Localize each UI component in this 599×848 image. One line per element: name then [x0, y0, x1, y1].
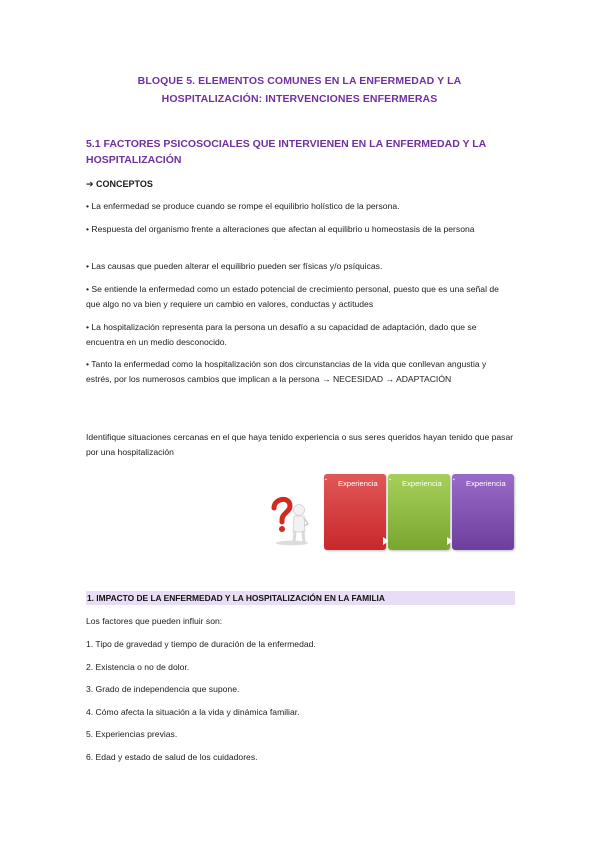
concepts-heading: ➔ CONCEPTOS — [86, 179, 153, 189]
experience-box-2 — [388, 474, 450, 550]
experience-box-label: Experiencia — [402, 479, 442, 488]
bullet-paragraph: • Las causas que pueden alterar el equilibrio pueden ser físicas y/o psíquicas. — [86, 261, 383, 271]
impact-list-item: 2. Existencia o no de dolor. — [86, 662, 190, 672]
question-mark-figure-illustration — [268, 494, 314, 546]
experience-box-label: Experiencia — [466, 479, 506, 488]
bullet-paragraph: • La enfermedad se produce cuando se rompe el equilibrio holístico de la persona. — [86, 201, 400, 211]
document-title-line-1: BLOQUE 5. ELEMENTOS COMUNES EN LA ENFERMEDAD Y LA — [137, 75, 462, 87]
box-marker-icon: ▪ — [453, 477, 455, 483]
box-marker-icon: ▪ — [389, 477, 391, 483]
experience-box-3 — [452, 474, 514, 550]
impact-intro: Los factores que pueden influir son: — [86, 616, 223, 626]
section-title-line-2: HOSPITALIZACIÓN — [86, 154, 182, 166]
section-title-line-1: 5.1 FACTORES PSICOSOCIALES QUE INTERVIENEN EN LA ENFERMEDAD Y LA — [86, 138, 487, 150]
impact-list-item: 6. Edad y estado de salud de los cuidadores. — [86, 752, 258, 762]
document-title — [100, 72, 499, 108]
box-marker-icon: ▪ — [325, 477, 327, 483]
impact-list-item: 4. Cómo afecta la situación a la vida y dinámica familiar. — [86, 707, 300, 717]
impact-list-item: 5. Experiencias previas. — [86, 729, 178, 739]
bullet-paragraph: • Se entiende la enfermedad como un estado potencial de crecimiento personal, puesto que es una señal de que algo no va bien y requiere un cambio en valores, conductas y actitudes — [86, 284, 499, 309]
impact-heading: 1. IMPACTO DE LA ENFERMEDAD Y LA HOSPITALIZACIÓN EN LA FAMILIA — [86, 591, 515, 605]
bullet-paragraph: • Respuesta del organismo frente a alteraciones que afectan al equilibrio u homeostasis de la persona — [86, 224, 475, 234]
impact-list-item: 1. Tipo de gravedad y tiempo de duración de la enfermedad. — [86, 639, 316, 649]
exercise-prompt: Identifique situaciones cercanas en el que haya tenido experiencia o sus seres queridos hayan tenido que pasar por una hospitalización — [86, 432, 514, 457]
bullet-paragraph: • La hospitalización representa para la persona un desafío a su capacidad de adaptación, dado que se encuentra en un medio desconocido. — [86, 322, 477, 347]
experience-box-1 — [324, 474, 386, 550]
bullet-paragraph: • Tanto la enfermedad como la hospitalización son dos circunstancias de la vida que conllevan angustia y estrés, por los numerosos cambios que implican a la persona → NECESIDAD → ADAPTACIÓN — [86, 359, 487, 384]
section-title — [86, 136, 516, 168]
impact-list-item: 3. Grado de independencia que supone. — [86, 684, 240, 694]
experience-box-label: Experiencia — [338, 479, 378, 488]
document-title-line-2: HOSPITALIZACIÓN: INTERVENCIONES ENFERMERAS — [161, 93, 438, 105]
